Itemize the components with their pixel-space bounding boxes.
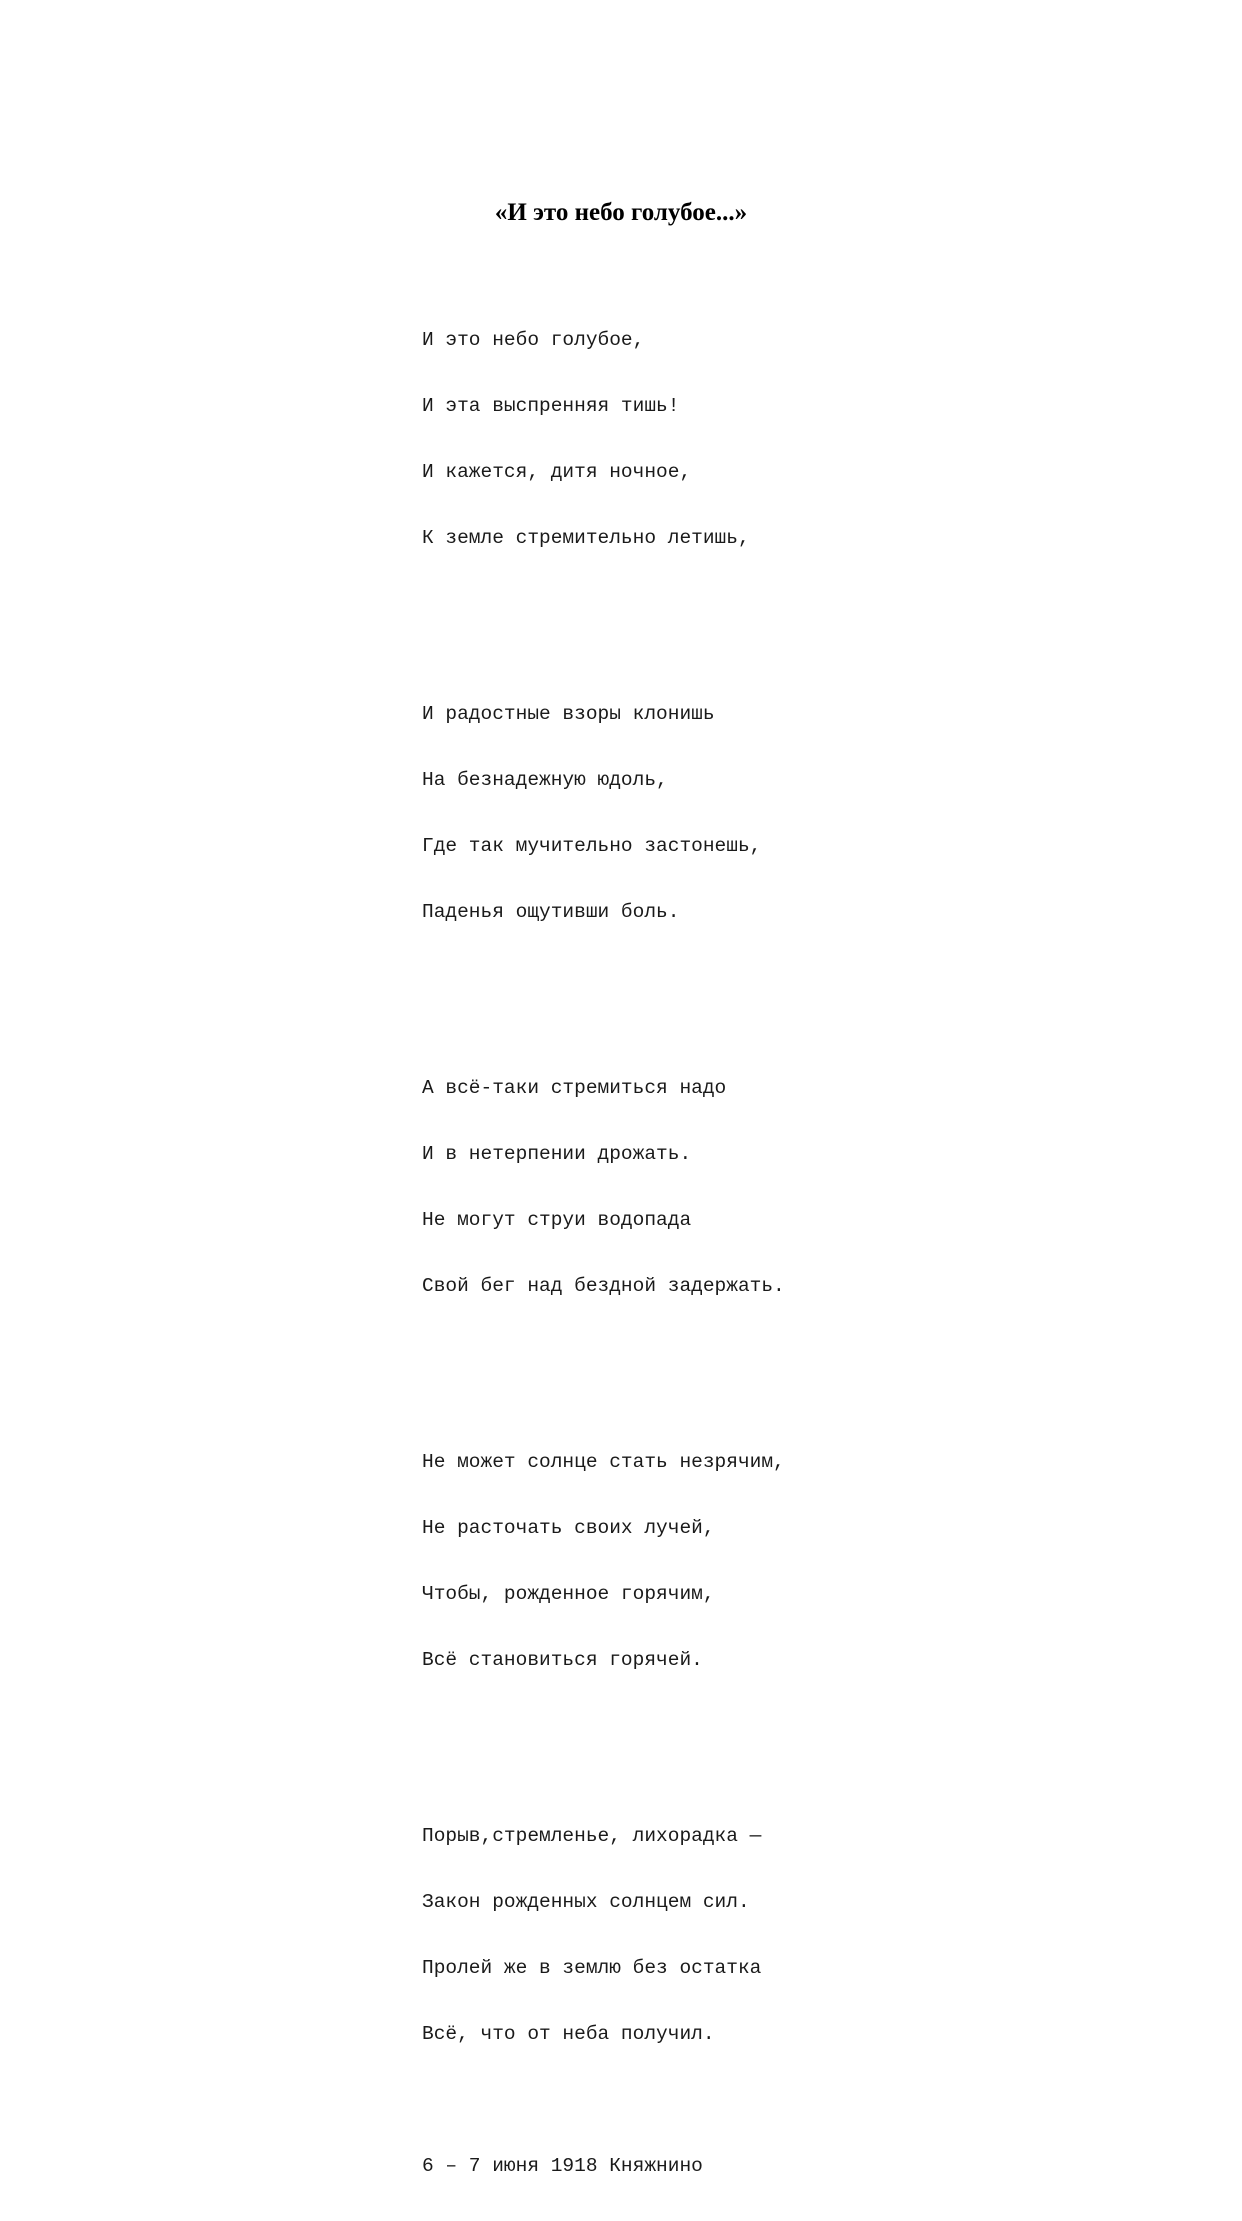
poem-line: А всё-таки стремиться надо (422, 1077, 727, 1099)
poem-body (422, 241, 785, 2221)
poem-line: Не расточать своих лучей, (422, 1517, 715, 1539)
poem-line: Чтобы, рожденное горячим, (422, 1583, 715, 1605)
poem-line: Всё, что от неба получил. (422, 2023, 715, 2045)
poem-line: И радостные взоры клонишь (422, 703, 715, 725)
poem-line: Не может солнце стать незрячим, (422, 1451, 785, 1473)
poem-line: Закон рожденных солнцем сил. (422, 1891, 750, 1913)
stanza (422, 1033, 785, 1341)
stanza (422, 285, 785, 593)
poem-line: И кажется, дитя ночное, (422, 461, 692, 483)
poem-line: Свой бег над бездной задержать. (422, 1275, 785, 1297)
poem-line: Паденья ощутивши боль. (422, 901, 680, 923)
poem-line: И в нетерпении дрожать. (422, 1143, 692, 1165)
poem-line: Пролей же в землю без остатка (422, 1957, 762, 1979)
poem-line: И это небо голубое, (422, 329, 645, 351)
poem-line: Всё становиться горячей. (422, 1649, 703, 1671)
poem-line: Где так мучительно застонешь, (422, 835, 762, 857)
stanza (422, 1407, 785, 1715)
poem-title: «И это небо голубое...» (494, 199, 748, 226)
poem-line: И эта выспренняя тишь! (422, 395, 680, 417)
poem-line: Порыв,стремленье, лихорадка — (422, 1825, 762, 1847)
stanza (422, 659, 785, 967)
poem-line: Не могут струи водопада (422, 1209, 692, 1231)
stanza (422, 1781, 785, 2089)
date-place-signature: 6 – 7 июня 1918 Княжнино (422, 2155, 703, 2177)
poem-line: К земле стремительно летишь, (422, 527, 750, 549)
poem-line: На безнадежную юдоль, (422, 769, 668, 791)
